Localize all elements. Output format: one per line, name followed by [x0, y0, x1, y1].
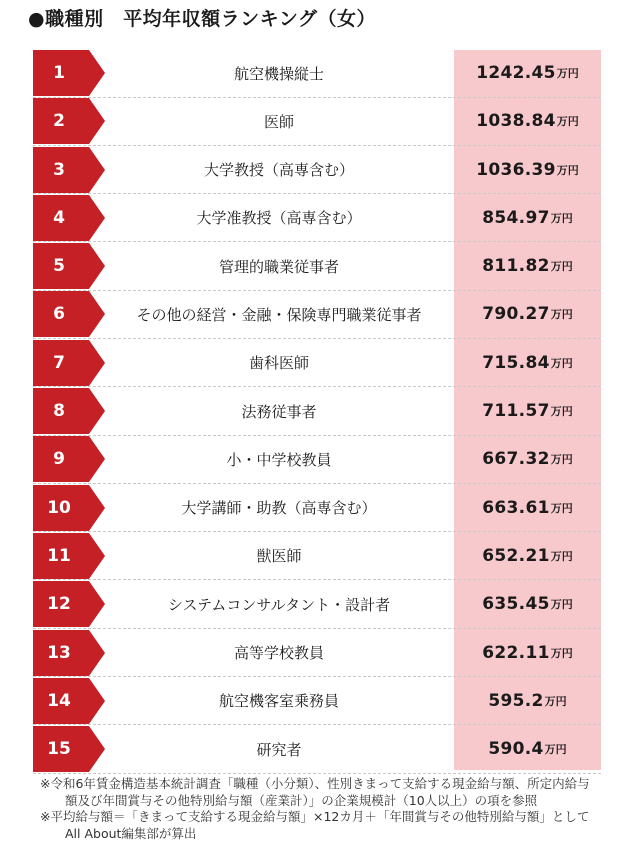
salary-value: 711.57 — [482, 401, 550, 422]
salary-value: 595.2 — [488, 690, 544, 711]
job-title: 大学教授（高専含む） — [203, 161, 354, 180]
salary-cell — [454, 388, 601, 434]
salary-cell — [454, 98, 601, 144]
rank-badge — [33, 581, 89, 627]
salary-unit: 万円 — [550, 549, 573, 563]
salary-value: 590.4 — [488, 739, 544, 760]
job-title: 医師 — [263, 112, 294, 131]
salary-cell — [454, 147, 601, 193]
salary-cell — [454, 678, 601, 724]
ranking-row — [33, 726, 601, 772]
salary-value: 622.11 — [482, 642, 550, 663]
rank-badge — [33, 98, 89, 144]
rank-number: 7 — [53, 352, 65, 373]
salary-cell — [454, 436, 601, 482]
rank-badge — [33, 291, 89, 337]
salary-unit: 万円 — [556, 67, 579, 80]
footnote-line: ※令和6年賃金構造基本統計調査「職種（小分類）、性別きまって支給する現金給与額、所定内給与 — [40, 776, 590, 791]
salary-cell — [454, 533, 601, 579]
salary-unit: 万円 — [544, 694, 567, 708]
salary-value: 667.32 — [482, 449, 550, 470]
rank-number: 8 — [53, 401, 65, 422]
job-title: 航空機客室乗務員 — [218, 692, 339, 711]
salary-value: 811.82 — [482, 256, 550, 277]
rank-number: 9 — [53, 449, 65, 470]
job-title: 高等学校教員 — [233, 644, 324, 663]
ranking-row — [33, 98, 601, 144]
ranking-row — [33, 678, 601, 724]
rank-number: 3 — [53, 159, 65, 180]
salary-unit: 万円 — [550, 405, 573, 419]
footnote-line: ※平均給与額＝「きまって支給する現金給与額」×12カ月＋「年間賞与その他特別給与額」として — [40, 809, 590, 824]
salary-unit: 万円 — [550, 308, 573, 322]
ranking-row — [33, 533, 601, 579]
ranking-row — [33, 485, 601, 531]
rank-badge — [33, 50, 89, 96]
salary-value: 1036.39 — [476, 159, 556, 180]
salary-cell — [454, 581, 601, 627]
ranking-row — [33, 50, 601, 96]
salary-value: 1038.84 — [476, 111, 556, 132]
ranking-row — [33, 388, 601, 434]
salary-unit: 万円 — [544, 743, 567, 757]
salary-cell — [454, 50, 601, 96]
rank-badge — [33, 485, 89, 531]
job-title: 研究者 — [256, 740, 302, 759]
ranking-row — [33, 340, 601, 386]
rank-number: 6 — [53, 304, 65, 325]
salary-unit: 万円 — [550, 356, 573, 370]
salary-value: 663.61 — [482, 497, 550, 518]
job-title: 法務従事者 — [241, 402, 317, 421]
rank-number: 2 — [53, 111, 65, 132]
rank-number: 11 — [47, 545, 71, 566]
salary-value: 854.97 — [482, 207, 550, 228]
salary-unit: 万円 — [556, 163, 579, 177]
job-title: 管理的職業従事者 — [218, 257, 339, 276]
ranking-row — [33, 243, 601, 289]
rank-number: 15 — [47, 739, 71, 760]
footnote-line: All About編集部が算出 — [65, 825, 197, 841]
ranking-table — [33, 50, 601, 774]
salary-value: 790.27 — [482, 304, 550, 325]
rank-number: 12 — [47, 594, 71, 615]
ranking-row — [33, 291, 601, 337]
job-title: 獣医師 — [256, 547, 302, 566]
salary-cell — [454, 485, 601, 531]
rank-badge — [33, 630, 89, 676]
salary-cell — [454, 291, 601, 337]
ranking-row — [33, 581, 601, 627]
salary-unit: 万円 — [550, 598, 573, 612]
salary-cell — [454, 340, 601, 386]
footnotes — [40, 776, 620, 842]
page-title: ●職種別 平均年収額ランキング（女） — [28, 8, 377, 30]
job-title: 歯科医師 — [248, 354, 309, 373]
salary-unit: 万円 — [550, 501, 573, 515]
ranking-row — [33, 195, 601, 241]
rank-badge — [33, 533, 89, 579]
rank-number: 14 — [47, 690, 71, 711]
ranking-row — [33, 436, 601, 482]
rank-badge — [33, 436, 89, 482]
salary-value: 715.84 — [482, 352, 550, 373]
job-title: その他の経営・金融・保険専門職業従事者 — [136, 305, 422, 324]
rank-number: 10 — [47, 497, 71, 518]
salary-cell — [454, 195, 601, 241]
salary-unit: 万円 — [550, 211, 573, 225]
salary-value: 1242.45 — [476, 63, 556, 83]
salary-unit: 万円 — [550, 646, 573, 660]
salary-cell — [454, 243, 601, 289]
job-title: 大学講師・助教（高専含む） — [181, 499, 377, 518]
salary-cell — [454, 630, 601, 676]
salary-unit: 万円 — [550, 453, 573, 467]
rank-number: 1 — [53, 63, 65, 83]
rank-badge — [33, 243, 89, 289]
salary-value: 652.21 — [482, 545, 550, 566]
rank-badge — [33, 678, 89, 724]
job-title: 航空機操縦士 — [233, 64, 324, 83]
rank-number: 5 — [53, 256, 65, 277]
rank-number: 13 — [47, 642, 71, 663]
rank-number: 4 — [53, 207, 65, 228]
rank-badge — [33, 147, 89, 193]
footnote-line: 額及び年間賞与その他特別給与額（産業計）」の企業規模計（10人以上）の項を参照 — [65, 792, 538, 808]
job-title: システムコンサルタント・設計者 — [167, 595, 391, 614]
job-title: 小・中学校教員 — [226, 450, 332, 469]
rank-badge — [33, 340, 89, 386]
job-title: 大学准教授（高専含む） — [196, 209, 362, 228]
salary-unit: 万円 — [556, 115, 579, 129]
ranking-row — [33, 147, 601, 193]
ranking-row — [33, 630, 601, 676]
salary-unit: 万円 — [550, 260, 573, 274]
salary-cell — [454, 726, 601, 772]
rank-badge — [33, 726, 89, 772]
rank-badge — [33, 195, 89, 241]
rank-badge — [33, 388, 89, 434]
salary-value: 635.45 — [482, 594, 550, 615]
